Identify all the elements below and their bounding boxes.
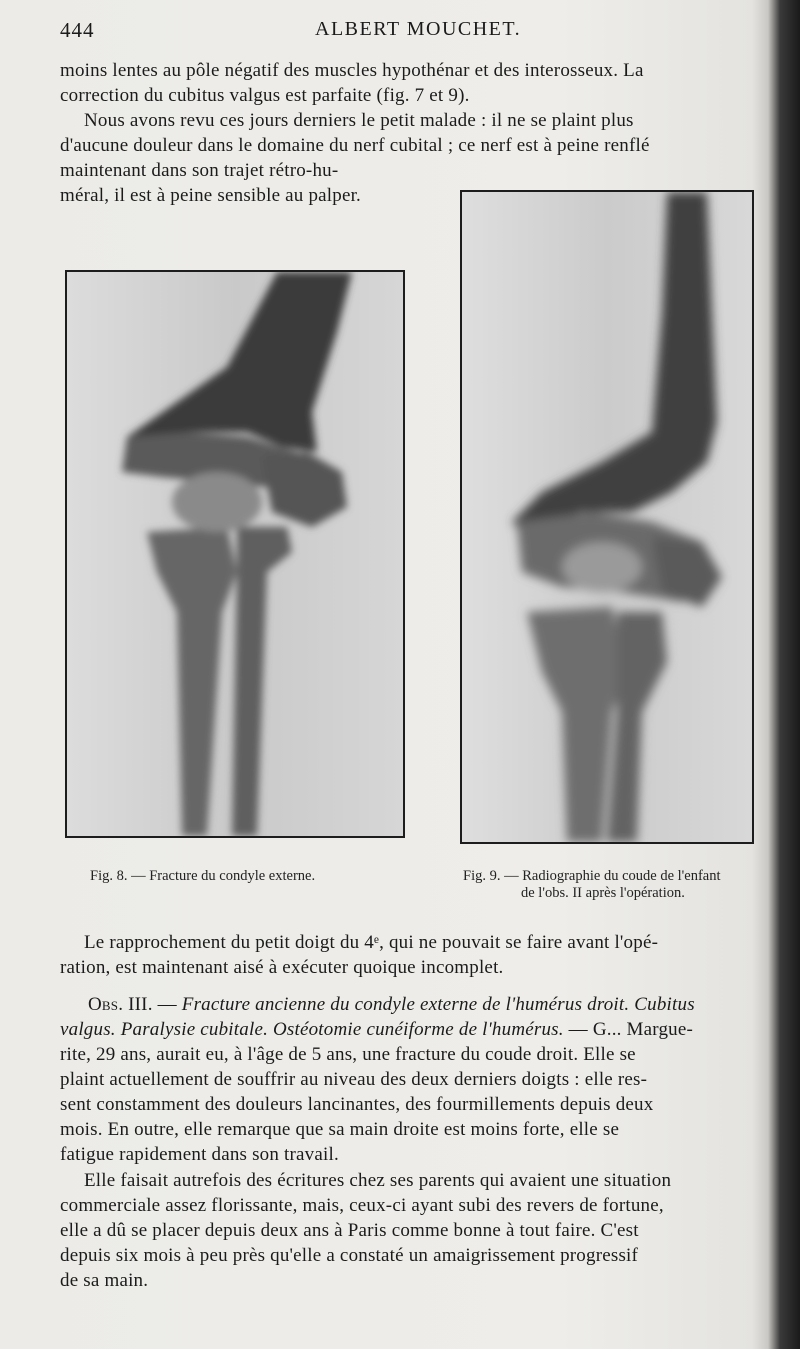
paragraph-rapprochement: [60, 930, 750, 980]
text-line: méral, il est à peine sensible au palper.: [60, 185, 362, 206]
text-line: de sa main.: [60, 1270, 149, 1291]
observation-label: Obs. III.: [88, 994, 153, 1015]
text-line: Nous avons revu ces jours derniers le petit malade : il ne se plaint plus: [84, 110, 634, 131]
xray-elbow-image: [67, 272, 403, 836]
figure-8-caption: Fig. 8. — Fracture du condyle externe.: [90, 868, 316, 884]
intro-paragraph: [60, 58, 750, 108]
figure-9-caption: [463, 868, 763, 902]
text-line: Le rapprochement du petit doigt du 4ᵉ, qui ne pouvait se faire avant l'opé-: [84, 932, 659, 953]
text-line: mois. En outre, elle remarque que sa main droite est moins forte, elle se: [60, 1119, 620, 1140]
text-line: rite, 29 ans, aurait eu, à l'âge de 5 ans, une fracture du coude droit. Elle se: [60, 1044, 636, 1065]
text-line: plaint actuellement de souffrir au niveau des deux derniers doigts : elle res-: [60, 1069, 648, 1090]
text-line: ration, est maintenant aisé à exécuter quoique incomplet.: [60, 957, 504, 978]
observation-title: Fracture ancienne du condyle externe de l'humérus droit. Cubitus: [181, 994, 695, 1015]
text-line: fatigue rapidement dans son travail.: [60, 1144, 339, 1165]
caption-line: de l'obs. II après l'opération.: [521, 885, 685, 901]
figure-8-radiograph: [65, 270, 405, 838]
caption-line: Fig. 9. — Radiographie du coude de l'enfant: [463, 868, 721, 884]
observation-dash: —: [152, 994, 182, 1015]
observation-3: [60, 992, 760, 1167]
observation-patient: — G... Margue-: [563, 1019, 694, 1040]
text-line: correction du cubitus valgus est parfaite (fig. 7 et 9).: [60, 85, 470, 106]
page-number: 444: [60, 18, 95, 42]
text-line: commerciale assez florissante, mais, ceux-ci ayant subi des revers de fortune,: [60, 1195, 664, 1216]
xray-elbow-postop-image: [462, 192, 752, 842]
page-header: [60, 18, 740, 48]
figure-9-radiograph: [460, 190, 754, 844]
text-line: d'aucune douleur dans le domaine du nerf cubital ; ce nerf est à peine renflé: [60, 135, 650, 156]
running-head: ALBERT MOUCHET.: [315, 18, 522, 40]
text-line: [60, 1017, 760, 1042]
text-line: maintenant dans son trajet rétro-hu-: [60, 160, 339, 181]
text-line: depuis six mois à peu près qu'elle a constaté un amaigrissement progressif: [60, 1245, 639, 1266]
text-line: [60, 992, 760, 1017]
text-line: elle a dû se placer depuis deux ans à Paris comme bonne à tout faire. C'est: [60, 1220, 639, 1241]
observation-title-continued: valgus. Paralysie cubitale. Ostéotomie cunéiforme de l'humérus.: [60, 1019, 564, 1040]
paragraph-history: [60, 1168, 760, 1293]
text-line: moins lentes au pôle négatif des muscles hypothénar et des interosseux. La: [60, 60, 644, 81]
text-line: Elle faisait autrefois des écritures chez ses parents qui avaient une situation: [84, 1170, 672, 1191]
text-line: sent constamment des douleurs lancinantes, des fourmillements depuis deux: [60, 1094, 654, 1115]
